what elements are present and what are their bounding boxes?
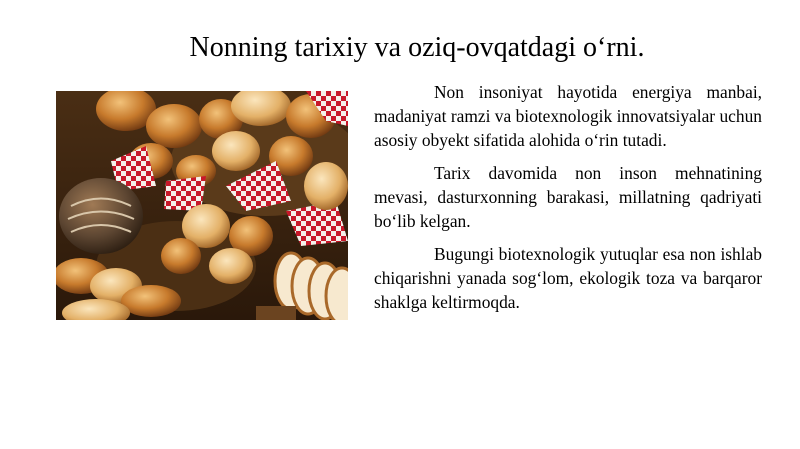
body-text bbox=[374, 80, 762, 323]
paragraph-3: Bugungi biotexnologik yutuqlar esa non ishlab chiqarishni yanada sog‘lom, ekologik toza va barqaror shaklga keltirmoqda. bbox=[374, 244, 762, 312]
paragraph-2: Tarix davomida non inson mehnatining mevasi, dasturxonning barakasi, millatning qadriyati bo‘lib kelgan. bbox=[374, 163, 762, 231]
bread-assortment-photo bbox=[56, 91, 348, 320]
paragraph-1: Non insoniyat hayotida energiya manbai, madaniyat ramzi va biotexnologik innovatsiyalar uchun asosiy obyekt sifatida alohida o‘rin tutadi. bbox=[374, 82, 762, 150]
slide-title: Nonning tarixiy va oziq-ovqatdagi o‘rni. bbox=[189, 32, 645, 63]
